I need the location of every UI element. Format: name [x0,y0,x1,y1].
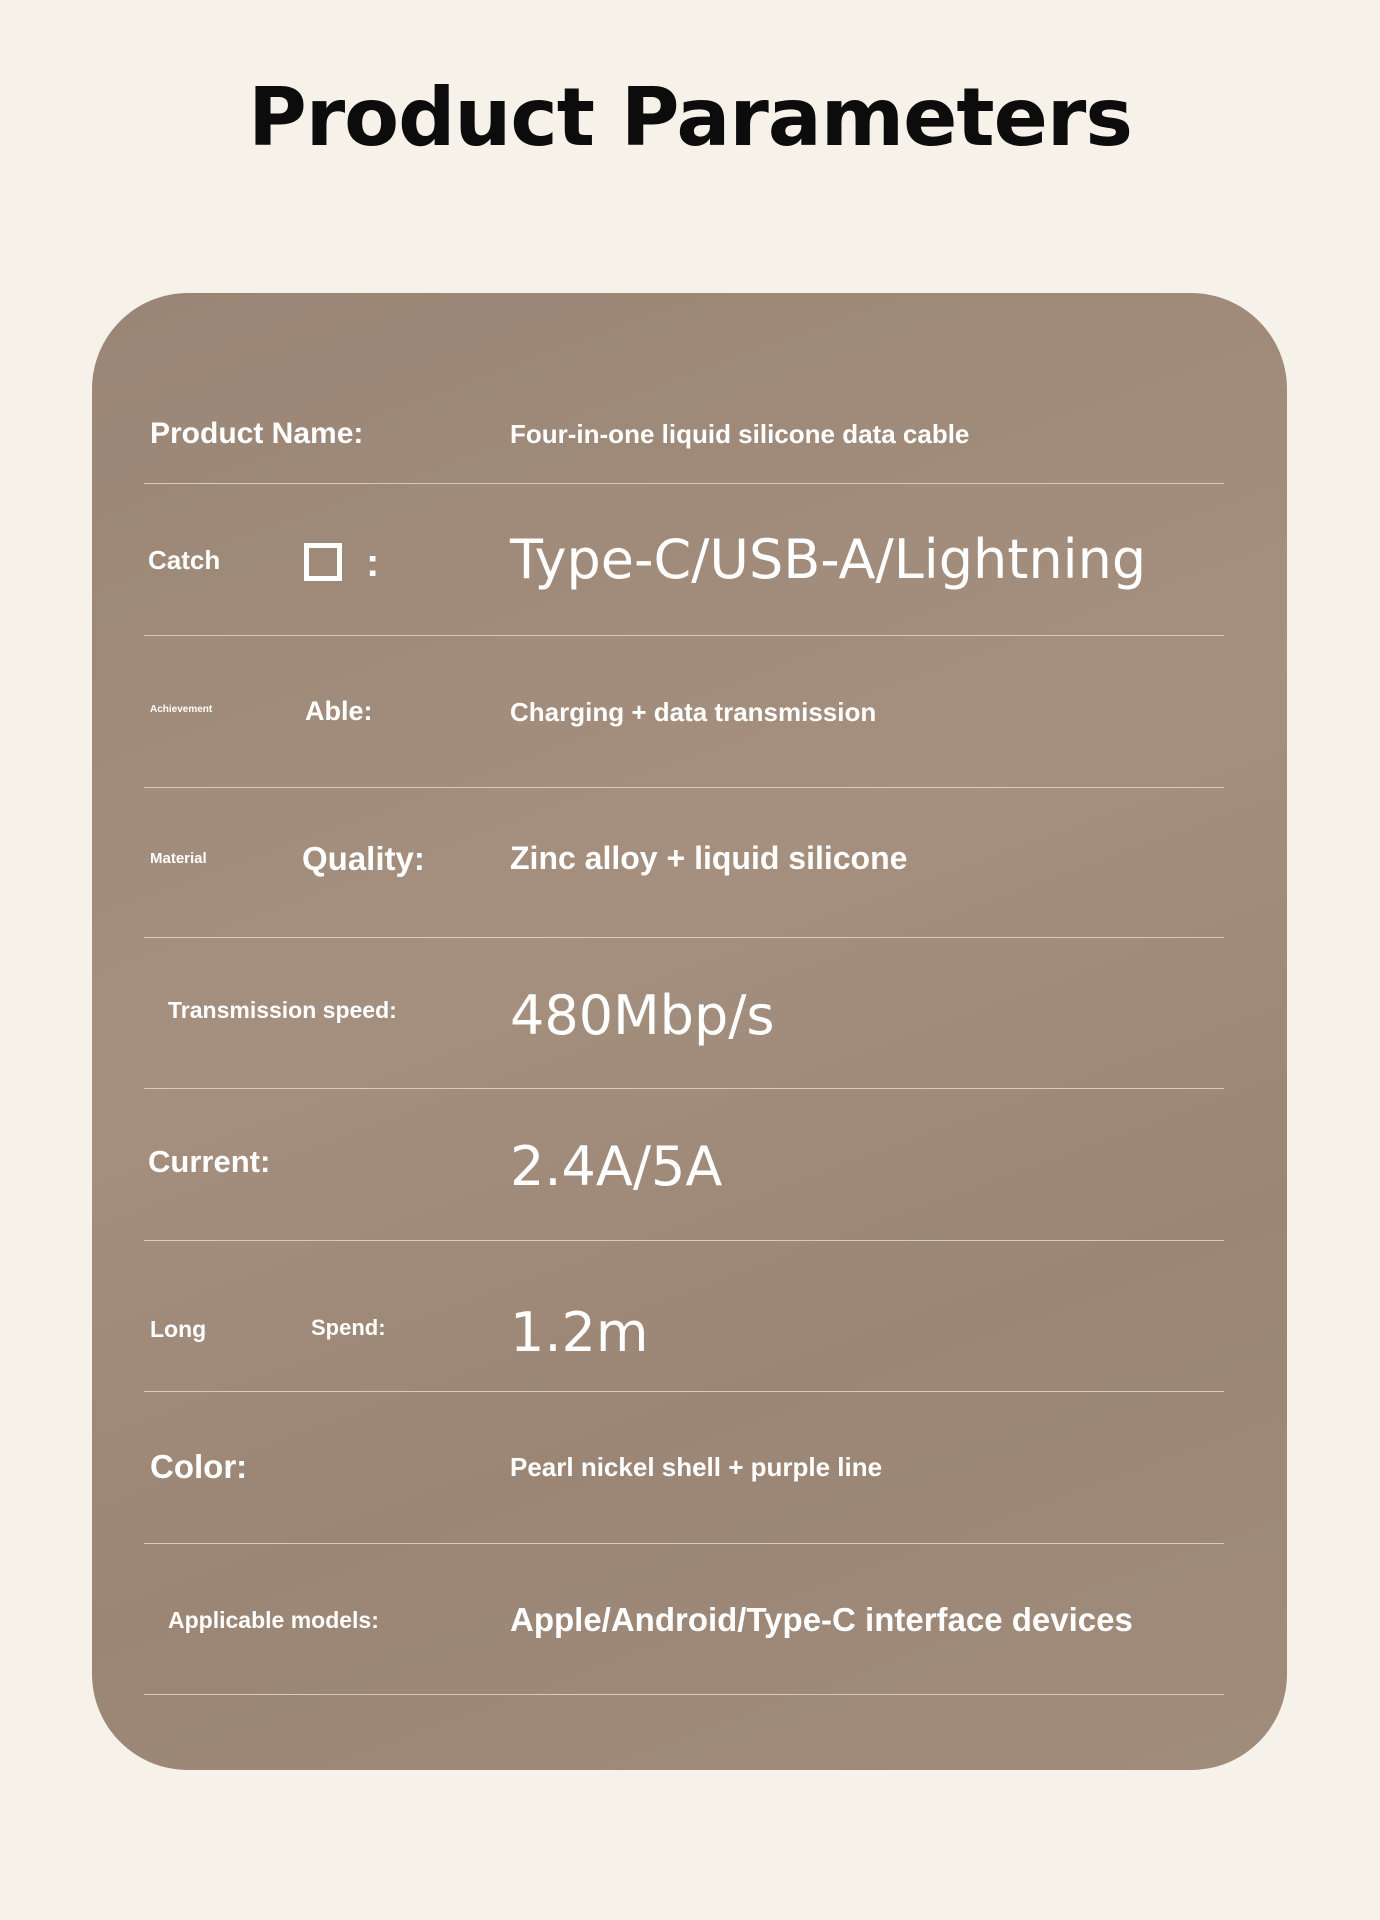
param-label: Quality: [302,840,425,877]
param-value: Zinc alloy + liquid silicone [510,840,908,876]
param-label: Long [150,1316,207,1342]
param-value: Four-in-one liquid silicone data cable [510,419,970,449]
param-row-length [144,1240,1224,1392]
missing-glyph-box-icon [304,543,342,581]
param-value: Type-C/USB-A/Lightning [510,528,1147,591]
param-row-product-name [144,395,1224,484]
param-row-function [144,635,1224,788]
param-row-material [144,787,1224,938]
param-value: Apple/Android/Type-C interface devices [510,1601,1133,1638]
param-label: Transmission speed: [168,997,397,1023]
param-label: Product Name: [150,417,364,450]
parameters-card [92,293,1287,1770]
param-row-color [144,1391,1224,1544]
param-label: Color: [150,1448,248,1485]
param-value: 1.2m [510,1301,649,1364]
param-label: Able: [305,696,373,726]
param-value: 480Mbp/s [510,984,775,1047]
param-label: Current: [148,1144,271,1179]
page-title: Product Parameters [248,71,1132,164]
param-row-current [144,1088,1224,1241]
param-label-small: Material [150,850,207,867]
param-colon: : [366,541,380,585]
param-value: Charging + data transmission [510,697,877,727]
param-row-interface [144,483,1224,636]
param-row-applicable-models [144,1543,1224,1695]
param-value: Pearl nickel shell + purple line [510,1452,883,1482]
param-label: Catch [148,545,221,575]
param-label: Applicable models: [168,1607,379,1633]
param-label-small: Achievement [150,704,213,715]
param-row-transmission-speed [144,937,1224,1089]
param-label: Spend: [311,1315,386,1340]
param-value: 2.4A/5A [510,1135,723,1198]
